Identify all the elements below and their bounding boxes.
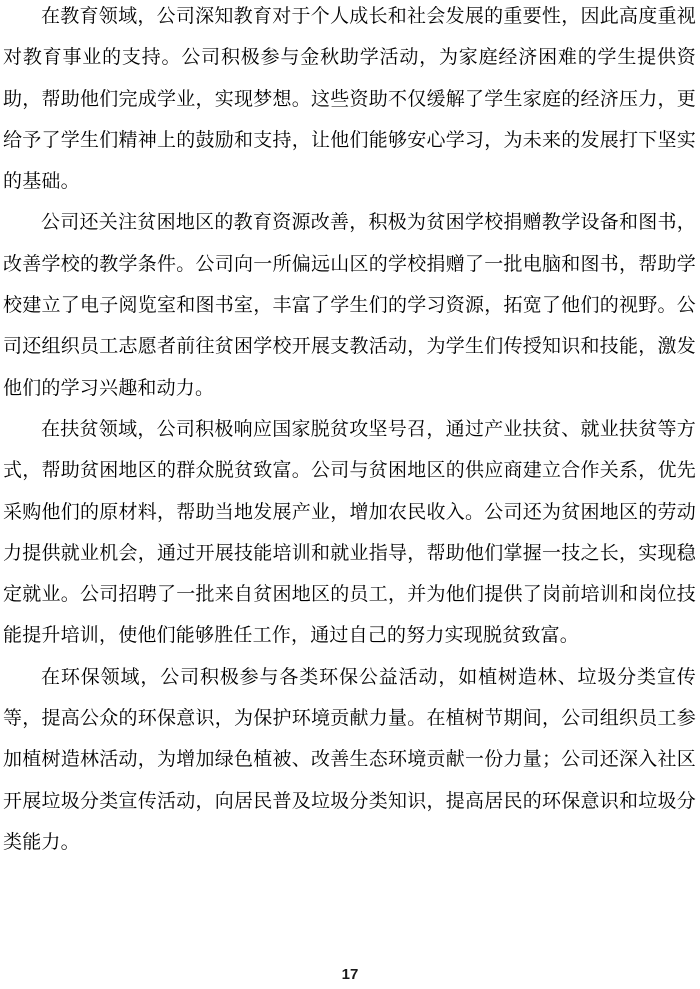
- paragraph-education: 在教育领域，公司深知教育对于个人成长和社会发展的重要性，因此高度重视对教育事业的支持。公司积极参与金秋助学活动，为家庭经济困难的学生提供资助，帮助他们完成学业，实现梦想。这些资助不仅缓解了学生家庭的经济压力，更给予了学生们精神上的鼓励和支持，让他们能够安心学习，为未来的发展打下坚实的基础。: [3, 6, 696, 193]
- paragraph-poverty-alleviation: 在扶贫领域，公司积极响应国家脱贫攻坚号召，通过产业扶贫、就业扶贫等方式，帮助贫困地区的群众脱贫致富。公司与贫困地区的供应商建立合作关系，优先采购他们的原材料，帮助当地发展产业，增加农民收入。公司还为贫困地区的劳动力提供就业机会，通过开展技能培训和就业指导，帮助他们掌握一技之长，实现稳定就业。公司招聘了一批来自贫困地区的员工，并为他们提供了岗前培训和岗位技能提升培训，使他们能够胜任工作，通过自己的努力实现脱贫致富。: [3, 418, 696, 647]
- paragraph-school-donation: 公司还关注贫困地区的教育资源改善，积极为贫困学校捐赠教学设备和图书，改善学校的教学条件。公司向一所偏远山区的学校捐赠了一批电脑和图书，帮助学校建立了电子阅览室和图书室，丰富了学生们的学习资源，拓宽了他们的视野。公司还组织员工志愿者前往贫困学校开展支教活动，为学生们传授知识和技能，激发他们的学习兴趣和动力。: [3, 212, 696, 399]
- page-number: 17: [341, 966, 359, 983]
- paragraph-environment: 在环保领域，公司积极参与各类环保公益活动，如植树造林、垃圾分类宣传等，提高公众的环保意识，为保护环境贡献力量。在植树节期间，公司组织员工参加植树造林活动，为增加绿色植被、改善生态环境贡献一份力量；公司还深入社区开展垃圾分类宣传活动，向居民普及垃圾分类知识，提高居民的环保意识和垃圾分类能力。: [3, 666, 696, 853]
